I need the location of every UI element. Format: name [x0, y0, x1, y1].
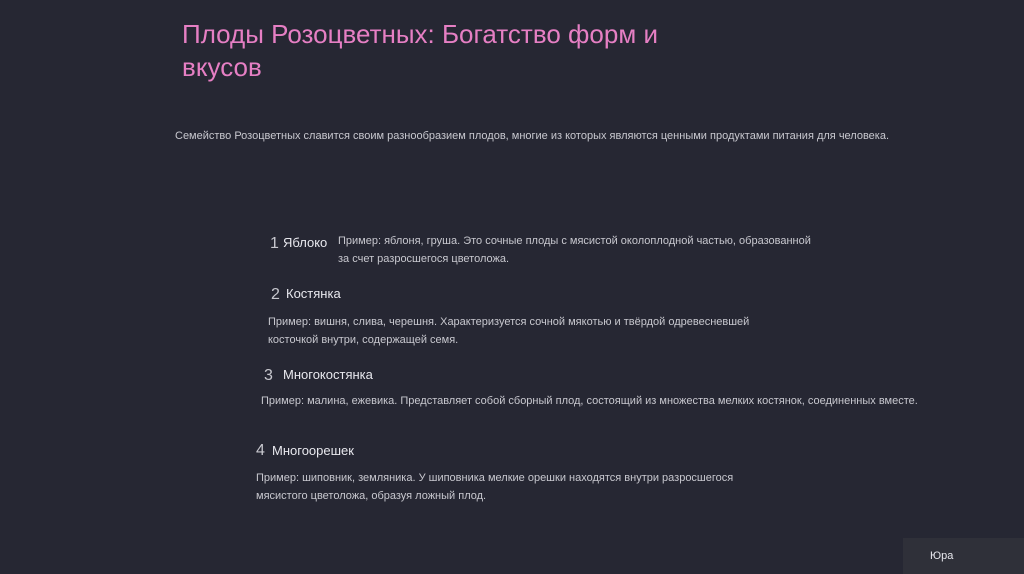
- description-line: Пример: шиповник, земляника. У шиповника мелкие орешки находятся внутри разросшегося: [256, 472, 734, 484]
- item-number: 2: [271, 286, 280, 303]
- item-description: [338, 232, 811, 268]
- item-number: 3: [264, 367, 273, 384]
- item-description: [256, 469, 733, 505]
- description-line: Пример: малина, ежевика. Представляет собой сборный плод, состоящий из множества мелких костянок, соединенных вместе.: [261, 395, 918, 407]
- item-description: [268, 313, 749, 349]
- item-heading: Яблоко: [283, 235, 328, 250]
- item-heading: Костянка: [286, 286, 341, 301]
- item-heading: Многоорешек: [272, 443, 354, 458]
- description-line: Пример: вишня, слива, черешня. Характеризуется сочной мякотью и твёрдой одревесневшей: [268, 316, 750, 328]
- description-line: Пример: яблоня, груша. Это сочные плоды с мясистой околоплодной частью, образованной: [338, 235, 811, 247]
- description-line: за счет разросшегося цветоложа.: [338, 253, 510, 265]
- intro-text: Семейство Розоцветных славится своим разнообразием плодов, многие из которых являются ценными продуктами питания для человека.: [175, 130, 890, 142]
- item-description: [261, 392, 918, 410]
- slide-title: Плоды Розоцветных: Богатство форм и вкусов: [182, 19, 658, 82]
- description-line: мясистого цветоложа, образуя ложный плод.: [256, 490, 487, 502]
- item-heading: Многокостянка: [283, 367, 373, 382]
- item-number: 1: [270, 235, 279, 252]
- user-badge[interactable]: [903, 538, 1024, 574]
- user-name: Юра: [930, 550, 954, 562]
- item-number: 4: [256, 442, 265, 459]
- description-line: косточкой внутри, содержащей семя.: [268, 334, 459, 346]
